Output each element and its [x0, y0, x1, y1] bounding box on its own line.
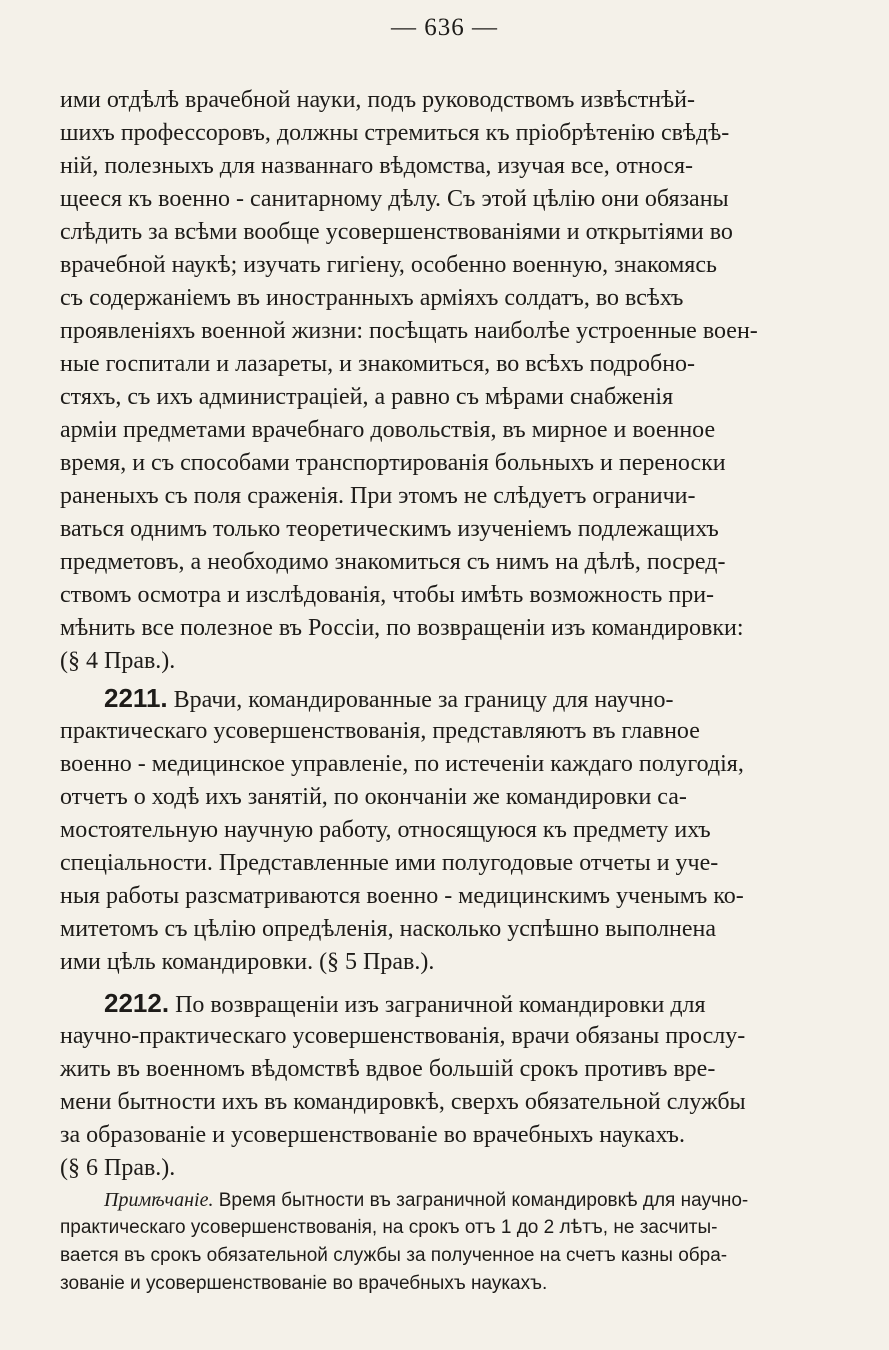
text-line: арміи предметами врачебнаго довольствія, въ мирное и военное: [60, 417, 716, 443]
text-line: предметовъ, а необходимо знакомиться съ нимъ на дѣлѣ, посред-: [60, 549, 726, 575]
text-line: спеціальности. Представленные ими полугодовые отчеты и уче-: [60, 850, 719, 876]
footnote-remark: [60, 1186, 840, 1298]
article-number: 2212.: [104, 988, 170, 1018]
article-number: 2211.: [104, 683, 168, 713]
text-line: ній, полезныхъ для названнаго вѣдомства, изучая все, относя-: [60, 153, 693, 179]
text-line: отчетъ о ходѣ ихъ занятій, по окончаніи же командировки са-: [60, 784, 687, 810]
text-line: ствомъ осмотра и изслѣдованія, чтобы имѣть возможность при-: [60, 582, 715, 608]
article-first-line: [60, 682, 840, 715]
note-line: вается въ срокъ обязательной службы за полученное на счетъ казны обра-: [60, 1245, 728, 1266]
text-line: съ содержаніемъ въ иностранныхъ арміяхъ солдатъ, во всѣхъ: [60, 285, 684, 311]
text-line: щееся къ военно - санитарному дѣлу. Съ этой цѣлію они обязаны: [60, 186, 729, 212]
note-line: практическаго усовершенствованія, на срокъ отъ 1 до 2 лѣтъ, не засчиты-: [60, 1217, 718, 1238]
article-lead-text: По возвращеніи изъ заграничной командировки для: [169, 992, 706, 1018]
text-line: раненыхъ съ поля сраженія. При этомъ не слѣдуетъ ограничи-: [60, 483, 696, 509]
text-line: шихъ профессоровъ, должны стремиться къ пріобрѣтенію свѣдѣ-: [60, 120, 730, 146]
text-line: мостоятельную научную работу, относящуюся къ предмету ихъ: [60, 817, 711, 843]
text-line: (§ 6 Прав.).: [60, 1155, 176, 1181]
note-line: зованіе и усовершенствованіе во врачебныхъ наукахъ.: [60, 1273, 548, 1294]
article-first-line: [60, 987, 840, 1020]
note-lead-text: Время бытности въ заграничной командировкѣ для научно-: [213, 1190, 749, 1211]
article-lead-text: Врачи, командированные за границу для научно-: [167, 687, 674, 713]
text-line: научно-практическаго усовершенствованія, врачи обязаны прослу-: [60, 1023, 746, 1049]
text-line: практическаго усовершенствованія, представляютъ въ главное: [60, 718, 700, 744]
text-line: ваться однимъ только теоретическимъ изученіемъ подлежащихъ: [60, 516, 719, 542]
text-line: стяхъ, съ ихъ администраціей, а равно съ мѣрами снабженія: [60, 384, 674, 410]
text-line: военно - медицинское управленіе, по истеченіи каждаго полугодія,: [60, 751, 744, 777]
text-line: слѣдить за всѣми вообще усовершенствованіями и открытіями во: [60, 219, 733, 245]
text-line: жить въ военномъ вѣдомствѣ вдвое большій срокъ противъ вре-: [60, 1056, 716, 1082]
page-number: — 636 —: [391, 14, 498, 41]
text-line: мѣнить все полезное въ Россіи, по возвращеніи изъ командировки:: [60, 615, 744, 641]
article-2212: [60, 987, 840, 1185]
text-line: (§ 4 Прав.).: [60, 648, 176, 674]
text-line: врачебной наукѣ; изучать гигіену, особенно военную, знакомясь: [60, 252, 717, 278]
text-line: время, и съ способами транспортированія больныхъ и переноски: [60, 450, 726, 476]
text-line: мени бытности ихъ въ командировкѣ, сверхъ обязательной службы: [60, 1089, 746, 1115]
text-line: за образованіе и усовершенствованіе во врачебныхъ наукахъ.: [60, 1122, 685, 1148]
article-2211: [60, 682, 840, 979]
text-line: митетомъ съ цѣлію опредѣленія, насколько успѣшно выполнена: [60, 916, 717, 942]
paragraph-continued: [60, 84, 840, 678]
text-line: ные госпитали и лазареты, и знакомиться, во всѣхъ подробно-: [60, 351, 696, 377]
note-label: Примѣчаніе.: [104, 1189, 214, 1211]
text-line: ими отдѣлѣ врачебной науки, подъ руководствомъ извѣстнѣй-: [60, 87, 695, 113]
text-line: проявленіяхъ военной жизни: посѣщать наиболѣе устроенные воен-: [60, 318, 758, 344]
note-first-line: [60, 1186, 840, 1214]
text-line: ими цѣль командировки. (§ 5 Прав.).: [60, 949, 435, 975]
text-line: ныя работы разсматриваются военно - медицинскимъ ученымъ ко-: [60, 883, 744, 909]
